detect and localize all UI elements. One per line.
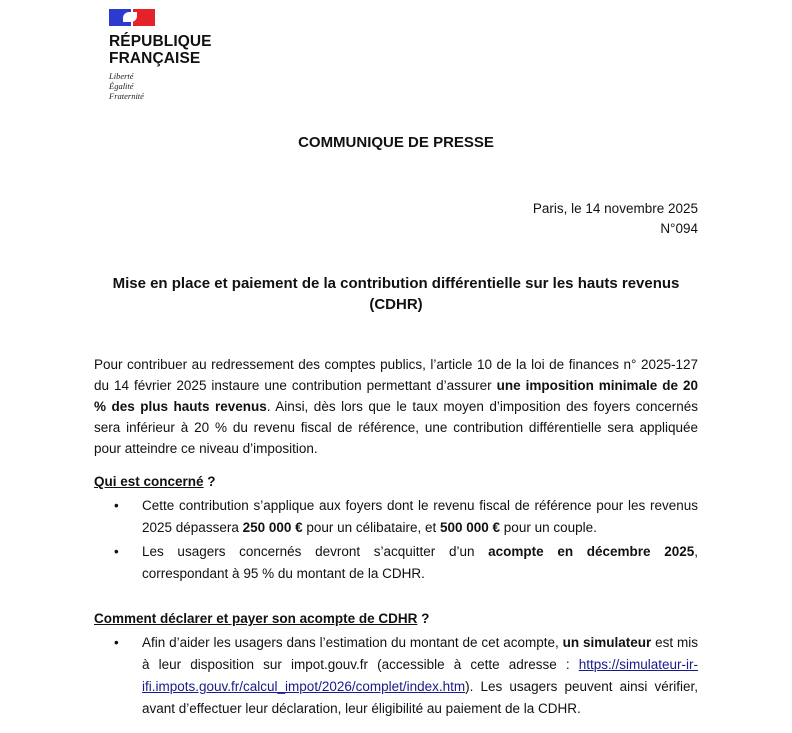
bold-text: 500 000 €: [439, 520, 501, 535]
bold-text: un simulateur: [562, 635, 652, 650]
heading-qmark: ?: [203, 474, 216, 489]
text: pour un couple.: [500, 520, 597, 535]
bullet-icon: •: [114, 498, 119, 513]
intro-paragraph: [94, 354, 698, 459]
bold-text: une imposition minimale de 20 % des plus hauts revenus: [94, 378, 699, 414]
logo-text: [109, 33, 212, 67]
heading-text: Comment déclarer et payer son acompte de CDHR: [94, 611, 418, 626]
document-title: COMMUNIQUE DE PRESSE: [298, 134, 494, 151]
logo-line-2: FRANÇAISE: [109, 50, 201, 67]
date: Paris, le 14 novembre 2025: [532, 201, 698, 216]
text: . Ainsi, dès lors que le taux moyen d’imposition des foyers concernés sera inférieur à 20 % du revenu fiscal de référence, une contribution différentielle sera appliquée pour atteindre ce niveau d’imposition.: [94, 399, 698, 456]
list-item: [94, 541, 698, 585]
motto-liberte: Liberté: [109, 71, 134, 81]
press-release-number: N°094: [660, 221, 698, 236]
bullet-icon: •: [114, 544, 119, 559]
motto-fraternite: Fraternité: [109, 91, 144, 101]
text: Pour contribuer au redressement des comptes publics, l’article 10 de la loi de finances n° 2025-127 du 14 février 2025 instaure une contribution permettant d’assurer: [94, 357, 698, 393]
logo-line-1: RÉPUBLIQUE: [109, 33, 212, 50]
bullet-icon: •: [114, 635, 119, 650]
list-item: [94, 632, 698, 720]
heading-text: Qui est concerné: [94, 474, 204, 489]
text: ). Les usagers peuvent ainsi vérifier, avant d’effectuer leur déclaration, leur éligibilité au paiement de la CDHR.: [142, 679, 698, 716]
section-heading-who: [94, 474, 216, 489]
text: est mis à leur disposition sur impot.gouv.fr (accessible à cette adresse :: [142, 635, 698, 672]
section-heading-how: [94, 611, 429, 626]
list-item: [94, 495, 698, 539]
marianne-flag-icon: [109, 9, 155, 26]
text: Les usagers concernés devront s’acquitter d’un: [142, 544, 489, 559]
republique-francaise-logo: [109, 9, 212, 101]
heading-qmark: ?: [417, 611, 430, 626]
who-list: [94, 495, 698, 587]
text: Afin d’aider les usagers dans l’estimation du montant de cet acompte,: [142, 635, 563, 650]
text: , correspondant à 95 % du montant de la CDHR.: [142, 544, 698, 581]
motto-egalite: Égalité: [109, 81, 134, 91]
subject-heading: Mise en place et paiement de la contribution différentielle sur les hauts revenus (CDHR): [112, 275, 680, 313]
text: pour un célibataire, et: [302, 520, 440, 535]
motto: [109, 71, 212, 101]
how-list: [94, 632, 698, 722]
bold-text: acompte en décembre 2025: [488, 544, 695, 559]
text: Cette contribution s’applique aux foyers dont le revenu fiscal de référence pour les revenus 2025 dépassera: [142, 498, 698, 535]
bold-text: 250 000 €: [242, 520, 303, 535]
simulator-link[interactable]: https://simulateur-ir-ifi.impots.gouv.fr/calcul_impot/2026/complet/index.htm: [142, 657, 698, 694]
date-block: [533, 199, 698, 239]
